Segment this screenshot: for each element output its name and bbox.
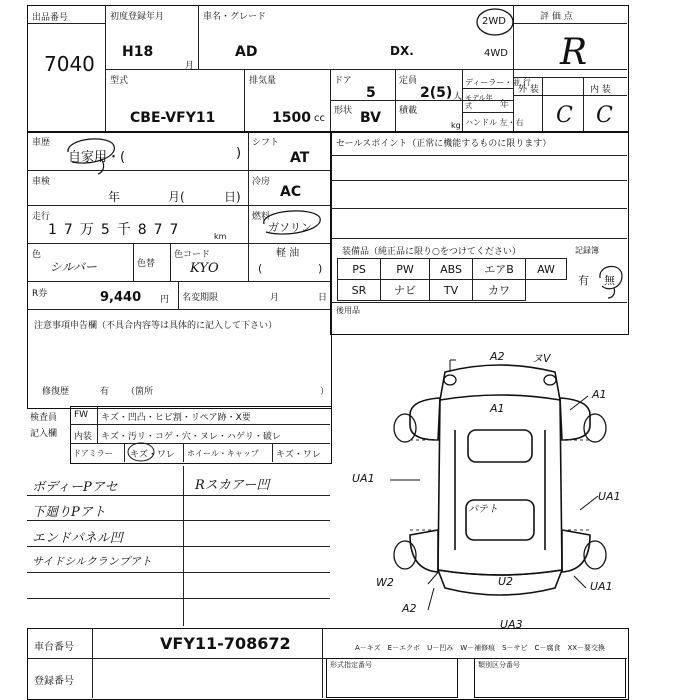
score-label: 評 価 点 bbox=[540, 12, 573, 22]
circle-mark-2wd bbox=[474, 6, 516, 38]
handwritten-note-3: エンドパネル凹 bbox=[32, 531, 123, 546]
capacity: 2(5) bbox=[420, 85, 453, 101]
fuel-paren-open: ( bbox=[258, 262, 263, 275]
model-name: AD bbox=[235, 44, 258, 60]
fuel-label: 燃料 bbox=[252, 212, 271, 222]
color-value: シルバー bbox=[50, 260, 97, 274]
doors: 5 bbox=[366, 85, 376, 101]
circle-mark-mirror bbox=[126, 441, 156, 463]
car-outline bbox=[410, 365, 590, 595]
divider bbox=[97, 406, 98, 443]
notes-label: 注意事項申告欄（不具合内容等は具体的に記入して下さい） bbox=[34, 321, 278, 331]
divider bbox=[330, 155, 627, 156]
color-change-label: 色替 bbox=[137, 259, 156, 269]
name-change-day: 日 bbox=[318, 293, 328, 303]
inspector-label-2: 記入欄 bbox=[30, 429, 58, 439]
divider bbox=[170, 243, 171, 281]
divider bbox=[92, 628, 93, 698]
inspector-interior: 内装 bbox=[74, 432, 93, 442]
handwritten-note-4: サイドシルクランプアト bbox=[32, 555, 152, 568]
post-equipment-label: 後用品 bbox=[336, 306, 360, 315]
color-label: 色 bbox=[32, 250, 42, 260]
shape: BV bbox=[360, 110, 381, 126]
fuel-paren-close: ) bbox=[318, 262, 323, 275]
damage-mark-rear-left-a: A2 bbox=[402, 602, 417, 615]
int-label: 内 装 bbox=[590, 85, 611, 95]
handle-label: ハンドル 左・右 bbox=[465, 118, 524, 127]
selling-frame bbox=[330, 131, 629, 335]
chassis-label: 車台番号 bbox=[34, 642, 74, 653]
divider bbox=[133, 243, 134, 281]
divider bbox=[330, 180, 627, 181]
drive-2wd: 2WD bbox=[482, 16, 506, 27]
record-none: 無 bbox=[604, 274, 615, 287]
damage-mark-rear-u: U2 bbox=[498, 575, 514, 588]
record-has: 有 bbox=[578, 274, 589, 287]
divider bbox=[244, 69, 245, 131]
doors-label: ドア bbox=[334, 76, 352, 86]
aircon-value: AC bbox=[280, 184, 302, 200]
divider bbox=[105, 5, 106, 131]
spec-box-2-label: 類別区分番号 bbox=[478, 661, 520, 669]
divider bbox=[70, 424, 330, 425]
capacity-label: 定員 bbox=[399, 76, 418, 86]
fuel-value: ガソリン bbox=[268, 221, 312, 234]
r-label: R券 bbox=[32, 289, 48, 299]
panel-lines bbox=[410, 440, 590, 530]
usage-close: ) bbox=[236, 146, 242, 161]
inspector-label-1: 検査員 bbox=[30, 413, 58, 423]
divider bbox=[27, 23, 105, 24]
month-unit: 月 bbox=[185, 61, 195, 71]
name-change-month: 月 bbox=[270, 293, 280, 303]
divider bbox=[178, 281, 179, 309]
damage-mark-hood: A1 bbox=[490, 402, 505, 415]
inspection-year-unit: 年 bbox=[108, 190, 121, 204]
damage-mark-right-side: UA1 bbox=[598, 490, 621, 503]
inspector-fw: FW bbox=[74, 410, 89, 420]
chassis-number: VFY11-708672 bbox=[160, 634, 291, 653]
type-code: CBE-VFY11 bbox=[130, 110, 216, 126]
capacity-unit: 人 bbox=[453, 92, 463, 102]
mileage-value: 17万5千877 bbox=[48, 222, 186, 238]
type-label: 型式 bbox=[110, 76, 129, 86]
inspector-mirror-items: キズ・ワレ bbox=[130, 450, 175, 460]
divider bbox=[583, 77, 584, 131]
divider bbox=[70, 443, 330, 444]
displacement: 1500 bbox=[272, 110, 311, 126]
damage-mark-left-side: UA1 bbox=[352, 472, 375, 485]
name-change-label: 名変期限 bbox=[182, 293, 219, 303]
lot-number: 7040 bbox=[44, 52, 95, 76]
equip-navi: ナビ bbox=[380, 279, 430, 301]
color-code-label: 色コード bbox=[174, 250, 211, 260]
divider bbox=[27, 309, 330, 310]
equip-airbag: エアB bbox=[472, 258, 526, 280]
inspection-month-unit: 月( bbox=[168, 190, 185, 204]
divider bbox=[513, 23, 627, 24]
weight-unit: kg bbox=[451, 121, 461, 130]
inspector-interior-items: キズ・汚リ・コゲ・穴・ヌレ・ハゲリ・破レ bbox=[101, 432, 281, 442]
disp-label: 排気量 bbox=[249, 76, 277, 86]
reg-year-label: 初度登録年月 bbox=[110, 12, 165, 22]
legend-text: A－キズ E－エクボ U－凹み W－補修痕 S－サビ C－腐食 XX－要交換 bbox=[355, 644, 606, 652]
equip-ps: PS bbox=[337, 258, 381, 280]
divider bbox=[330, 238, 627, 239]
divider bbox=[183, 443, 184, 462]
pointer-lines bbox=[390, 360, 598, 610]
ext-label: 外 装 bbox=[518, 85, 539, 95]
damage-mark-front-right: A1 bbox=[592, 388, 607, 401]
inspection-day-unit: 日) bbox=[224, 190, 241, 204]
equip-tv: TV bbox=[429, 279, 473, 301]
registration-label: 登録番号 bbox=[34, 676, 74, 687]
grade: DX. bbox=[390, 44, 414, 58]
handwritten-note-1: ボディーPアセ bbox=[32, 480, 118, 495]
circle-mark-fuel bbox=[256, 202, 326, 242]
damage-mark-roof: パテト bbox=[468, 504, 498, 515]
record-label: 記録簿 bbox=[575, 246, 599, 255]
ext-grade: C bbox=[556, 103, 573, 128]
lot-label: 出品番号 bbox=[32, 13, 69, 23]
divider bbox=[183, 466, 184, 626]
damage-mark-roof-front: A2 bbox=[490, 350, 505, 363]
divider bbox=[27, 495, 330, 496]
divider bbox=[330, 302, 627, 303]
aircon-label: 冷房 bbox=[252, 177, 271, 187]
selling-label: セールスポイント（正常に機能するものに限ります） bbox=[336, 139, 552, 149]
inspection-label: 車検 bbox=[32, 177, 51, 187]
divider bbox=[542, 77, 543, 131]
repair-value: 有 bbox=[100, 387, 110, 397]
model-year-unit: 年 bbox=[500, 100, 510, 110]
divider bbox=[27, 520, 330, 521]
shape-label: 形状 bbox=[334, 106, 353, 116]
equip-sr: SR bbox=[337, 279, 381, 301]
repair-label: 修復歴 bbox=[42, 387, 70, 397]
equip-aw: AW bbox=[525, 258, 567, 280]
r-value: 9,440 bbox=[100, 290, 142, 305]
reg-year: H18 bbox=[122, 44, 154, 60]
divider bbox=[105, 69, 627, 70]
inspector-wheel-items: キズ・ワレ bbox=[276, 450, 321, 460]
divider bbox=[27, 598, 330, 599]
divider bbox=[248, 131, 249, 243]
equip-abs: ABS bbox=[429, 258, 473, 280]
handwritten-note-right: Rスカアー凹 bbox=[195, 478, 270, 493]
int-grade: C bbox=[596, 103, 613, 128]
circle-mark-usage bbox=[60, 128, 120, 176]
usage-label: 車歴 bbox=[32, 138, 51, 148]
divider bbox=[27, 546, 330, 547]
drive-4wd: 4WD bbox=[484, 48, 508, 59]
divider bbox=[513, 95, 627, 96]
km-unit: km bbox=[214, 232, 227, 241]
divider bbox=[27, 572, 330, 573]
divider bbox=[322, 628, 323, 698]
shift-label: シフト bbox=[252, 138, 280, 148]
inspector-mirror: ドアミラー bbox=[73, 449, 113, 458]
repair-close: ） bbox=[320, 387, 330, 397]
mileage-label: 走行 bbox=[32, 212, 51, 222]
inspector-fw-items: キズ・凹凸・ヒビ割・リペア跡・X要 bbox=[101, 413, 251, 423]
divider bbox=[272, 443, 273, 462]
score-value: R bbox=[560, 32, 588, 73]
repair-part: （箇所 bbox=[126, 387, 154, 397]
damage-mark-front-v: ヌV bbox=[532, 352, 551, 365]
inspector-wheel: ホイール・キャップ bbox=[187, 449, 259, 458]
color-code: KYO bbox=[190, 261, 219, 276]
equip-leather: カワ bbox=[472, 279, 526, 301]
divider bbox=[462, 88, 513, 89]
dealer-label: ディーラー・並 行 bbox=[465, 78, 531, 87]
damage-mark-rear-right: UA1 bbox=[590, 580, 613, 593]
weight-label: 積載 bbox=[399, 106, 418, 116]
disp-unit: cc bbox=[314, 113, 325, 124]
damage-mark-rear-bottom: UA3 bbox=[500, 618, 523, 631]
circle-mark-record bbox=[594, 260, 626, 300]
usage-value: 自家用・( bbox=[68, 150, 126, 165]
damage-mark-rear-left-w: W2 bbox=[376, 576, 394, 589]
spec-box-1-label: 形式指定番号 bbox=[330, 661, 372, 669]
model-label: 車名・グレード bbox=[203, 12, 267, 22]
handwritten-note-2: 下廻りPアト bbox=[32, 505, 106, 520]
shift-value: AT bbox=[290, 150, 310, 166]
divider bbox=[330, 208, 627, 209]
divider bbox=[124, 443, 125, 462]
equipment-label: 装備品（純正品に限り○をつけてください） bbox=[342, 247, 521, 257]
divider bbox=[248, 243, 249, 281]
fuel-alt: 軽 油 bbox=[276, 248, 300, 259]
model-year-label: モデル年式 bbox=[465, 94, 493, 110]
yen-unit: 円 bbox=[160, 295, 170, 305]
equip-pw: PW bbox=[380, 258, 430, 280]
divider bbox=[462, 112, 513, 113]
car-damage-diagram bbox=[350, 340, 650, 635]
divider bbox=[198, 5, 199, 69]
